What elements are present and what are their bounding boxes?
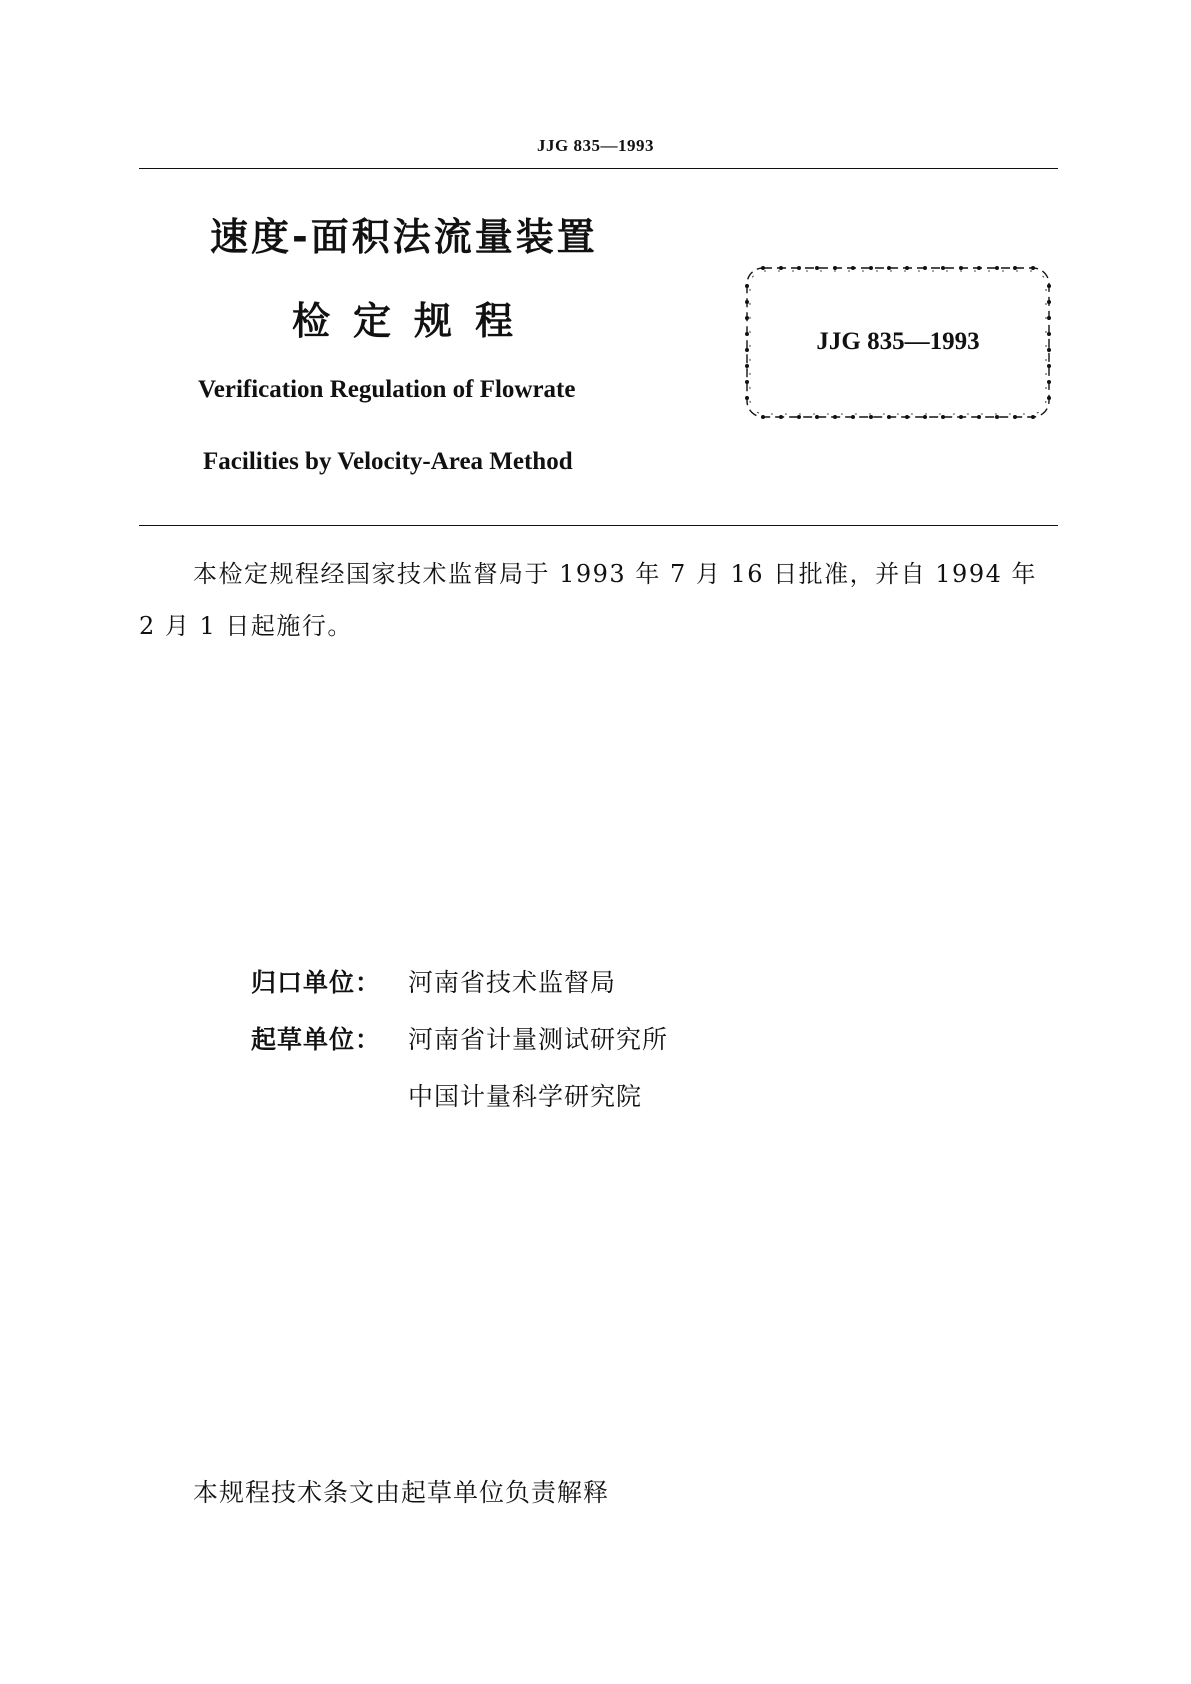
interpretation-note: 本规程技术条文由起草单位负责解释: [193, 1478, 610, 1507]
border-dot: [941, 266, 945, 270]
drafting-unit-row: [251, 1020, 668, 1056]
border-dot: [869, 266, 873, 270]
border-dot: [1013, 415, 1017, 419]
border-dot: [1047, 364, 1051, 368]
border-dot: [745, 380, 749, 384]
border-dot: [761, 266, 765, 270]
drafting-unit-value-2: 中国计量科学研究院: [408, 1082, 643, 1111]
border-dot: [959, 415, 963, 419]
border-dot: [905, 266, 909, 270]
border-dot: [941, 415, 945, 419]
drafting-unit-label: 起草单位：: [251, 1025, 382, 1054]
title-english-line-2: Facilities by Velocity-Area Method: [203, 448, 573, 475]
border-dot: [833, 266, 837, 270]
border-dot: [761, 415, 765, 419]
border-dot: [815, 415, 819, 419]
border-dot: [869, 415, 873, 419]
title-english-line-1: Verification Regulation of Flowrate: [198, 376, 576, 403]
border-dot: [745, 396, 749, 400]
border-dot: [1047, 300, 1051, 304]
border-dot: [905, 415, 909, 419]
drafting-unit-row-2: [251, 1077, 642, 1113]
responsible-unit-label: 归口单位：: [251, 968, 382, 997]
border-dot: [745, 316, 749, 320]
header-rule: [139, 168, 1058, 169]
approval-paragraph: 本检定规程经国家技术监督局于 1993 年 7 月 16 日批准，并自 1994 年 2 月 1 日起施行。: [139, 560, 1037, 640]
border-dot: [1031, 415, 1035, 419]
border-dot: [887, 415, 891, 419]
border-dot: [797, 415, 801, 419]
border-dot: [1047, 380, 1051, 384]
title-chinese: 速度-面积法流量装置: [210, 215, 598, 259]
border-dot: [1047, 396, 1051, 400]
border-dot: [779, 415, 783, 419]
border-dot: [1047, 284, 1051, 288]
border-dot: [851, 415, 855, 419]
border-dot: [1031, 266, 1035, 270]
title-section-rule: [139, 525, 1058, 526]
standard-code-box: [743, 264, 1053, 421]
border-dot: [833, 415, 837, 419]
border-dot: [995, 266, 999, 270]
border-dot: [995, 415, 999, 419]
border-dot: [1047, 316, 1051, 320]
border-dot: [923, 415, 927, 419]
border-dot: [851, 266, 855, 270]
border-dot: [959, 266, 963, 270]
border-dot: [745, 284, 749, 288]
border-dot: [797, 266, 801, 270]
responsible-unit-value: 河南省技术监督局: [408, 968, 617, 997]
border-dot: [923, 266, 927, 270]
border-dot: [1013, 266, 1017, 270]
drafting-unit-value-1: 河南省计量测试研究所: [408, 1025, 669, 1054]
header-standard-code: JJG 835—1993: [537, 136, 654, 155]
responsible-unit-row: [251, 963, 616, 999]
border-dot: [745, 364, 749, 368]
border-dot: [779, 266, 783, 270]
subtitle-chinese: 检定规程: [292, 299, 537, 343]
border-dot: [977, 415, 981, 419]
standard-code-box-text: JJG 835—1993: [816, 328, 980, 355]
border-dot: [977, 266, 981, 270]
border-dot: [815, 266, 819, 270]
border-dot: [887, 266, 891, 270]
border-dot: [745, 300, 749, 304]
